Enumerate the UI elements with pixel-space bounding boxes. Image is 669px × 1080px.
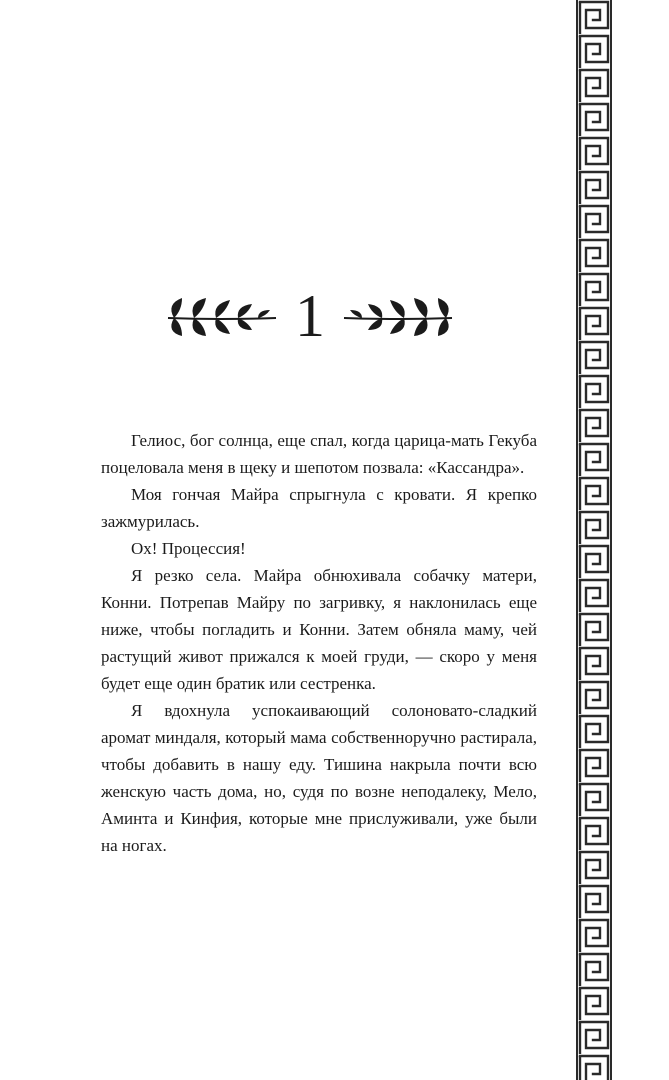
greek-key-border-icon — [574, 0, 614, 1080]
paragraph-5: Я вдохнула успокаивающий солоновато-сладкий аромат миндаля, который мама собственноручно растирала, чтобы добавить в нашу еду. Тишина накрыла почти всю женскую часть дома, но, судя по возне неподалеку, Мело, Аминта и Кинфия, которые мне прислуживали, уже были на ногах. — [101, 701, 537, 855]
paragraph-3: Ох! Процессия! — [131, 539, 246, 558]
paragraph-1: Гелиос, бог солнца, еще спал, когда царица-мать Гекуба поцеловала меня в щеку и шепотом позвала: «Кассандра». — [101, 431, 537, 477]
laurel-branch-right-icon — [340, 294, 460, 338]
chapter-number: 1 — [295, 283, 325, 349]
chapter-body-text — [101, 427, 537, 859]
paragraph-4: Я резко села. Майра обнюхивала собачку матери, Конни. Потрепав Майру по загривку, я наклонилась еще ниже, чтобы погладить и Конни. Затем обняла маму, чей растущий живот прижался к моей груди, — скоро у меня будет еще один братик или сестренка. — [101, 566, 537, 693]
chapter-heading — [150, 280, 470, 360]
paragraph-2: Моя гончая Майра спрыгнула с кровати. Я крепко зажмурилась. — [101, 485, 537, 531]
